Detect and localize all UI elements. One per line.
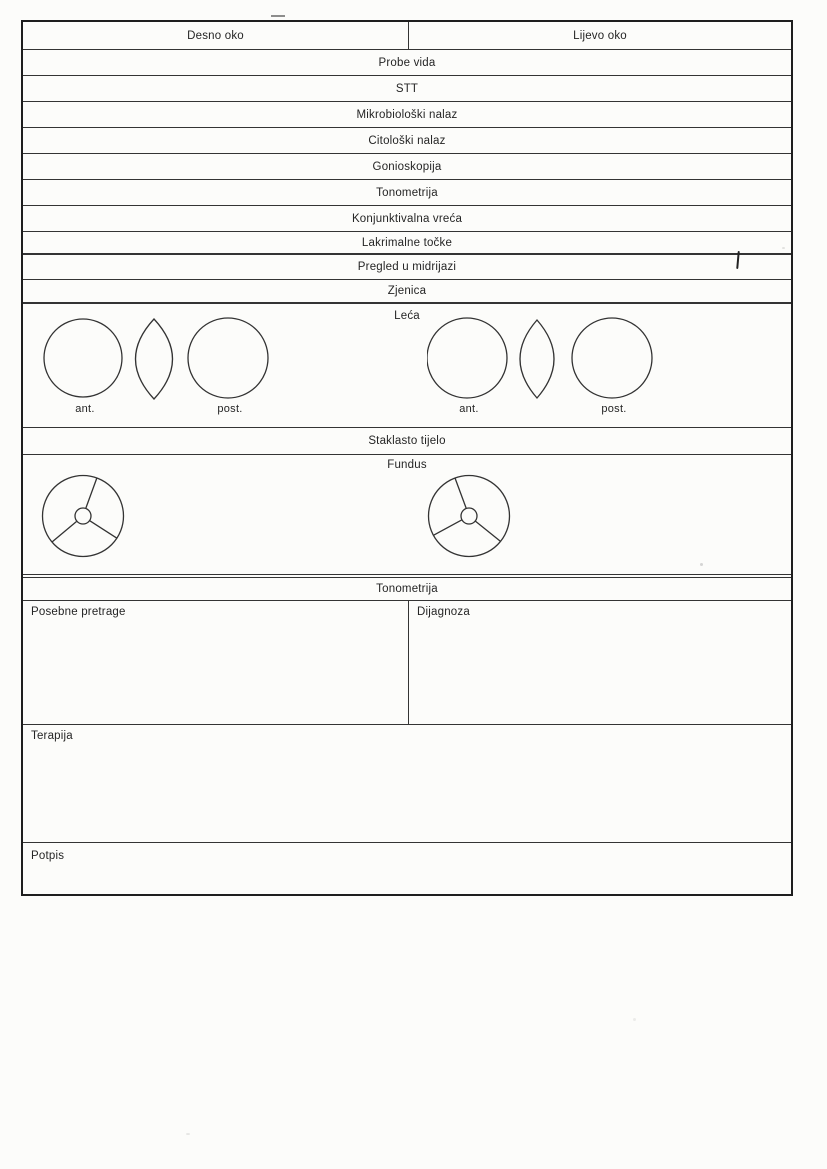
ant-label-desno: ant.: [75, 403, 95, 415]
staklasto-tijelo-label: Staklasto tijelo: [368, 435, 446, 447]
posebne-pretrage-field: [23, 601, 409, 724]
header-cell-lijevo-oko: [409, 22, 791, 49]
zjenica-label: Zjenica: [387, 285, 427, 297]
citoloski-nalaz-label: Citološki nalaz: [368, 134, 446, 147]
scan-speck: [271, 15, 285, 17]
gonioskopija-label: Gonioskopija: [372, 160, 442, 173]
pregled-u-midrijazi-label: Pregled u midrijazi: [357, 261, 457, 273]
scan-speck: [633, 1018, 636, 1021]
konjunktivalna-vreca-label: Konjunktivalna vreća: [351, 212, 463, 225]
desno-oko-label: Desno oko: [187, 29, 244, 42]
stt-label: STT: [395, 82, 419, 95]
mikrobioloski-nalaz-label: Mikrobiološki nalaz: [356, 108, 458, 121]
posebne-pretrage-label: Posebne pretrage: [31, 606, 126, 618]
eye-header-row: [23, 22, 791, 50]
form-row-mikrobioloski-nalaz: [23, 102, 791, 128]
tonometrija-label-1: Tonometrija: [376, 186, 438, 199]
potpis-label: Potpis: [31, 850, 65, 862]
lakrimalne-tocke-label: Lakrimalne točke: [361, 236, 453, 249]
terapija-field: [23, 725, 791, 843]
post-label-lijevo: post.: [601, 403, 627, 415]
form-row-tonometrija-1: [23, 180, 791, 206]
probe-vida-label: Probe vida: [378, 56, 436, 69]
form-row-stt: [23, 76, 791, 102]
leca-section: [23, 304, 791, 428]
ant-label-lijevo: ant.: [459, 403, 479, 415]
form-row-gonioskopija: [23, 154, 791, 180]
form-row-zjenica: [23, 280, 791, 304]
form-row-konjunktivalna-vreca: [23, 206, 791, 232]
form-row-lakrimalne-tocke: [23, 232, 791, 255]
fundus-section: [23, 455, 791, 575]
dijagnoza-field: [409, 601, 791, 724]
fundus-diagram-lijevo-oko: [425, 472, 513, 560]
lens-diagram-desno-oko: [43, 316, 273, 402]
leca-label: Leća: [394, 310, 420, 322]
post-label-desno: post.: [217, 403, 243, 415]
form-row-staklasto-tijelo: [23, 428, 791, 455]
scan-speck: [700, 563, 703, 566]
scan-speck: [186, 1133, 190, 1135]
posebne-dijagnoza-section: [23, 601, 791, 725]
fundus-diagram-desno-oko: [39, 472, 127, 560]
lens-diagram-lijevo-oko: [427, 316, 657, 402]
fundus-label: Fundus: [387, 459, 427, 471]
ophthalmic-exam-form: [21, 20, 793, 896]
header-cell-desno-oko: [23, 22, 409, 49]
lijevo-oko-label: Lijevo oko: [573, 29, 627, 42]
potpis-field: [23, 843, 791, 874]
tonometrija-label-2: Tonometrija: [376, 583, 438, 595]
form-row-citoloski-nalaz: [23, 128, 791, 154]
form-row-pregled-u-midrijazi: [23, 255, 791, 280]
terapija-label: Terapija: [31, 730, 73, 742]
dijagnoza-label: Dijagnoza: [417, 606, 470, 618]
scan-speck: [782, 247, 785, 249]
form-row-tonometrija-2: [23, 577, 791, 601]
form-row-probe-vida: [23, 50, 791, 76]
